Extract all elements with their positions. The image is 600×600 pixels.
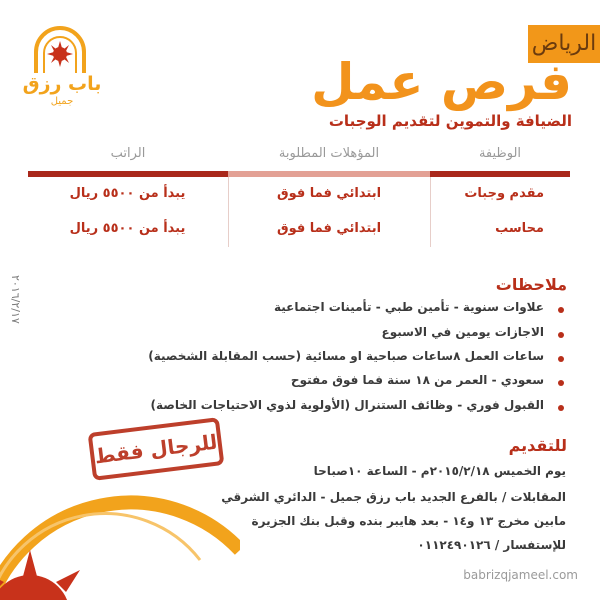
row2-qualification: ابتدائي فما فوق [276, 221, 382, 236]
row2-job: محاسب [495, 221, 544, 236]
bullet-icon [558, 405, 564, 411]
header-bar-salary [28, 171, 228, 177]
row2-salary: يبدأ من ٥٥٠٠ ريال [69, 221, 186, 236]
header-bar-qualifications [228, 171, 430, 177]
row1-job: مقدم وجبات [464, 186, 544, 201]
header-qualifications: المؤهلات المطلوبة [278, 146, 380, 161]
apply-line: مابين مخرج ١٣ و١٤ - بعد هايبر بنده وقبل بنك الجزيرة [251, 514, 566, 528]
column-divider [430, 177, 431, 247]
bullet-icon [558, 307, 564, 313]
header-salary: الراتب [110, 146, 146, 161]
logo-name: باب رزق [22, 73, 102, 95]
note-item: ساعات العمل ٨ساعات صباحية او مسائية (حسب المقابلة الشخصية) [148, 349, 544, 363]
row1-qualification: ابتدائي فما فوق [276, 186, 382, 201]
post-date: ٢٠١٦/٢/١٧ [9, 275, 22, 324]
notes-title: ملاحظات [495, 275, 567, 294]
apply-line: يوم الخميس ٢٠١٥/٢/١٨م - الساعة ١٠صباحا [313, 464, 566, 478]
website-link[interactable]: babrizqjameel.com [463, 568, 578, 582]
note-item: القبول فوري - وظائف الستنرال (الأولوية لذوي الاحتياجات الخاصة) [150, 398, 544, 412]
header-job: الوظيفة [478, 146, 522, 161]
apply-title: للتقديم [508, 436, 567, 455]
apply-line: للإستفسار / ٠١١٢٤٩٠١٢٦ [417, 538, 566, 552]
note-item: الاجازات يومين في الاسبوع [381, 325, 544, 339]
apply-line: المقابلات / بالفرع الجديد باب رزق جميل - الدائري الشرقي [221, 490, 566, 504]
page-subtitle: الضيافة والتموين لتقديم الوجبات [328, 112, 572, 130]
bullet-icon [558, 332, 564, 338]
bullet-icon [558, 356, 564, 362]
header-bar-job [430, 171, 570, 177]
note-item: سعودي - العمر من ١٨ سنة فما فوق مفتوح [290, 373, 544, 387]
bullet-icon [558, 380, 564, 386]
row1-salary: يبدأ من ٥٥٠٠ ريال [69, 186, 186, 201]
sun-logo-icon [30, 26, 90, 74]
page-title: فرص عمل [311, 53, 572, 111]
city-badge: الرياض [528, 25, 600, 63]
logo [22, 26, 102, 108]
note-item: علاوات سنوية - تأمين طبي - تأمينات اجتماعية [273, 300, 544, 314]
men-only-stamp: للرجال فقط [88, 417, 225, 481]
logo-subtitle: جميل [50, 96, 74, 107]
